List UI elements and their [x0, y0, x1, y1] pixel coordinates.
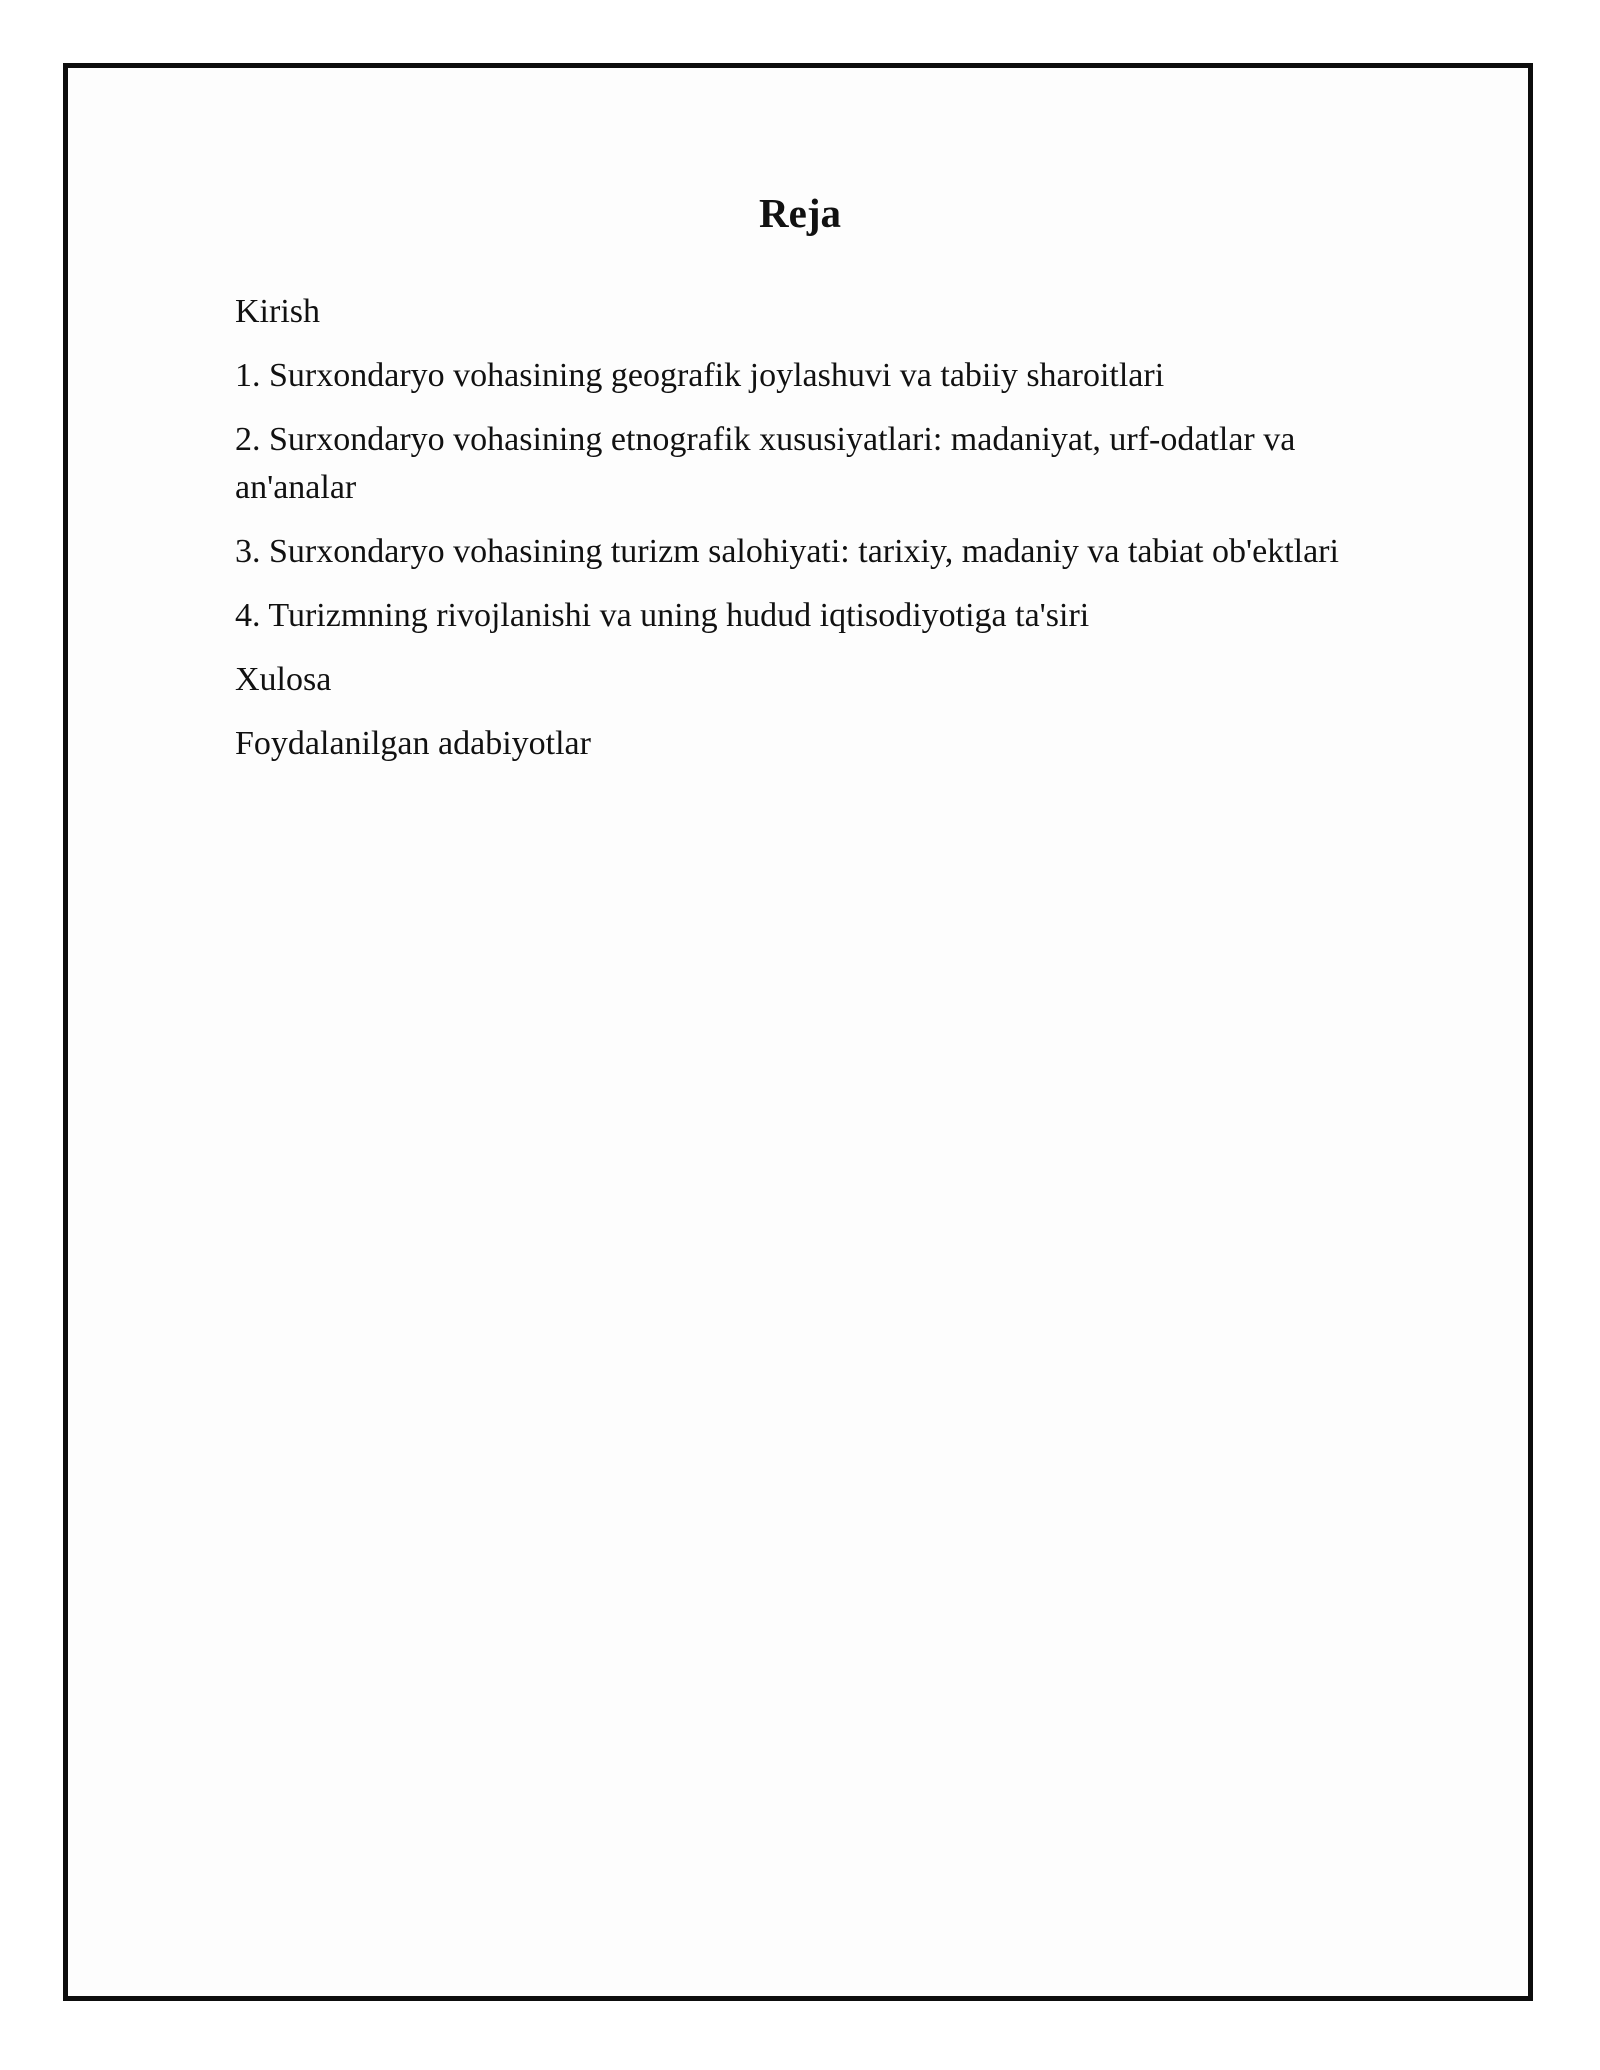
- plan-item-1: 1. Surxondaryo vohasining geografik joylashuvi va tabiiy sharoitlari: [235, 357, 1165, 394]
- plan-list: [235, 288, 1355, 784]
- plan-item-3: 3. Surxondaryo vohasining turizm salohiyati: tarixiy, madaniy va tabiat ob'ektlari: [235, 533, 1339, 570]
- plan-item-4: 4. Turizmning rivojlanishi va uning hudud iqtisodiyotiga ta'siri: [235, 597, 1090, 634]
- plan-item-references: Foydalanilgan adabiyotlar: [235, 725, 591, 762]
- page-title: Reja: [759, 190, 841, 236]
- plan-item-2: 2. Surxondaryo vohasining etnografik xususiyatlari: madaniyat, urf-odatlar va an'analar: [235, 421, 1296, 506]
- plan-item-intro: Kirish: [235, 293, 320, 330]
- plan-item-conclusion: Xulosa: [235, 661, 332, 698]
